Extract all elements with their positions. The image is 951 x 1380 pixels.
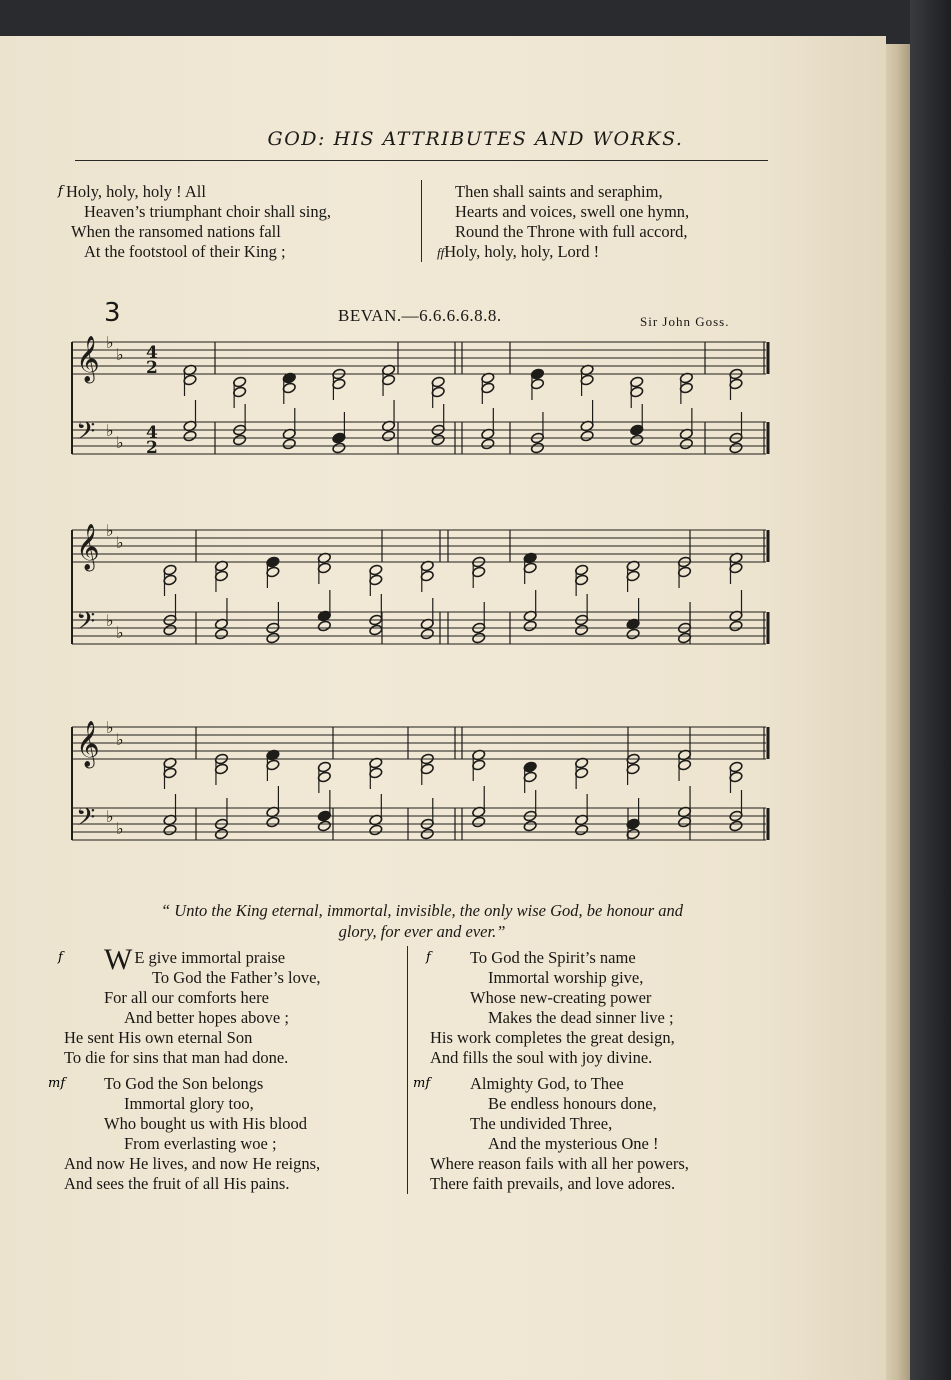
verse-line: And the mysterious One ! xyxy=(488,1134,659,1153)
flat-sign: ♭ xyxy=(106,421,114,440)
verse-line: And fills the soul with joy divine. xyxy=(430,1048,653,1067)
time-signature: 2 xyxy=(146,358,158,378)
note-head xyxy=(317,820,331,832)
note-head xyxy=(729,820,743,832)
stanza-1 xyxy=(64,943,321,1068)
note-head xyxy=(420,628,434,640)
note-head xyxy=(214,828,228,840)
note-head xyxy=(420,828,434,840)
time-signature: 4 xyxy=(146,343,158,363)
verse-line: And better hopes above ; xyxy=(124,1008,289,1027)
note-head xyxy=(580,430,594,442)
flat-sign: ♭ xyxy=(106,333,114,352)
verse-line: Where reason fails with all her powers, xyxy=(430,1154,689,1173)
verse-line: Whose new-creating power xyxy=(470,988,652,1007)
treble-clef: 𝄞 xyxy=(76,336,100,382)
note-head xyxy=(266,816,280,828)
verse-line: Heaven’s triumphant choir shall sing, xyxy=(84,202,331,221)
bass-clef: 𝄢 xyxy=(76,607,96,642)
verse-line: And now He lives, and now He reigns, xyxy=(64,1154,321,1173)
stanza-4 xyxy=(430,1074,689,1194)
note-head xyxy=(626,628,640,640)
note-head xyxy=(472,816,486,828)
note-head xyxy=(369,624,383,636)
verse-line: At the footstool of their King ; xyxy=(84,242,286,261)
quote-line: “ Unto the King eternal, immortal, invisible, the only wise God, be honour and xyxy=(160,901,683,920)
flat-sign: ♭ xyxy=(116,623,124,642)
verse-line: From everlasting woe ; xyxy=(124,1134,277,1153)
flat-sign: ♭ xyxy=(116,819,124,838)
note-head xyxy=(575,624,589,636)
note-head xyxy=(332,442,346,454)
verse-line: Who bought us with His blood xyxy=(104,1114,308,1133)
verse-line: To God the Spirit’s name xyxy=(470,948,636,967)
score-systems xyxy=(72,333,768,840)
verse-line: Be endless honours done, xyxy=(488,1094,657,1113)
note-head xyxy=(575,824,589,836)
verse-line: Hearts and voices, swell one hymn, xyxy=(455,202,690,221)
note-head xyxy=(214,628,228,640)
note-head xyxy=(163,824,177,836)
treble-clef: 𝄞 xyxy=(76,524,100,570)
note-head xyxy=(729,620,743,632)
verse-line: Immortal glory too, xyxy=(124,1094,254,1113)
verse-line: To God the Son belongs xyxy=(104,1074,264,1093)
verse-line: To die for sins that man had done. xyxy=(64,1048,289,1067)
note-head xyxy=(481,438,495,450)
bass-clef: 𝄢 xyxy=(76,417,96,452)
verse-line: Round the Throne with full accord, xyxy=(455,222,688,241)
note-head xyxy=(317,620,331,632)
verse-line-text: Holy, holy, holy, Lord ! xyxy=(444,242,600,261)
dynamic-mark: f xyxy=(58,184,63,199)
verse-line: To God the Father’s love, xyxy=(152,968,321,987)
verse-line: E give immortal praise xyxy=(134,948,286,967)
flat-sign: ♭ xyxy=(106,521,114,540)
note-head xyxy=(282,438,296,450)
note-head xyxy=(163,624,177,636)
note-head xyxy=(233,434,247,446)
stanza-2 xyxy=(64,1074,320,1194)
tune-name: BEVAN.—6.6.6.6.8.8. xyxy=(338,306,502,325)
quote-line: glory, for ever and ever.” xyxy=(338,922,506,941)
verse-line: Then shall saints and seraphim, xyxy=(455,182,663,201)
time-signature: 2 xyxy=(146,438,158,458)
verse-line: His work completes the great design, xyxy=(430,1028,675,1047)
note-head xyxy=(523,620,537,632)
note-head xyxy=(523,820,537,832)
note-head xyxy=(679,438,693,450)
verse-line: Immortal worship give, xyxy=(488,968,644,987)
verse-line: When the ransomed nations fall xyxy=(71,222,281,241)
treble-clef: 𝄞 xyxy=(76,721,100,767)
verse-line: And sees the fruit of all His pains. xyxy=(64,1174,290,1193)
column-divider xyxy=(407,946,408,1194)
note-head xyxy=(369,824,383,836)
flat-sign: ♭ xyxy=(106,611,114,630)
flat-sign: ♭ xyxy=(106,807,114,826)
note-head xyxy=(729,442,743,454)
note-head xyxy=(381,430,395,442)
note-head xyxy=(530,442,544,454)
hymn-number: 3 xyxy=(104,298,121,328)
verse-line: There faith prevails, and love adores. xyxy=(430,1174,676,1193)
note-head xyxy=(472,632,486,644)
running-head: GOD: HIS ATTRIBUTES AND WORKS. xyxy=(267,128,684,150)
verse-line: Holy, holy, holy ! All xyxy=(66,182,206,201)
dynamic-mark: f xyxy=(58,950,63,965)
dynamic-mark: ff xyxy=(437,245,445,260)
verse-line: Makes the dead sinner live ; xyxy=(488,1008,674,1027)
bass-clef: 𝄢 xyxy=(76,803,96,838)
note-head xyxy=(630,434,644,446)
verse-line: For all our comforts here xyxy=(104,988,269,1007)
flat-sign: ♭ xyxy=(116,730,124,749)
note-head xyxy=(266,632,280,644)
scripture-quote xyxy=(92,900,752,942)
dynamic-mark: mf xyxy=(413,1076,431,1091)
flat-sign: ♭ xyxy=(116,433,124,452)
stanza-3 xyxy=(430,948,675,1068)
flat-sign: ♭ xyxy=(116,533,124,552)
dynamic-mark: mf xyxy=(48,1076,66,1091)
flat-sign: ♭ xyxy=(116,345,124,364)
composer: Sir John Goss. xyxy=(640,314,730,329)
flat-sign: ♭ xyxy=(106,718,114,737)
note-head xyxy=(431,434,445,446)
dynamic-mark: f xyxy=(426,950,431,965)
verse-line: Almighty God, to Thee xyxy=(470,1074,624,1093)
verse-line: The undivided Three, xyxy=(470,1114,613,1133)
note-head xyxy=(183,430,197,442)
verse-line: He sent His own eternal Son xyxy=(64,1028,253,1047)
drop-cap: W xyxy=(104,943,133,976)
time-signature: 4 xyxy=(146,423,158,443)
